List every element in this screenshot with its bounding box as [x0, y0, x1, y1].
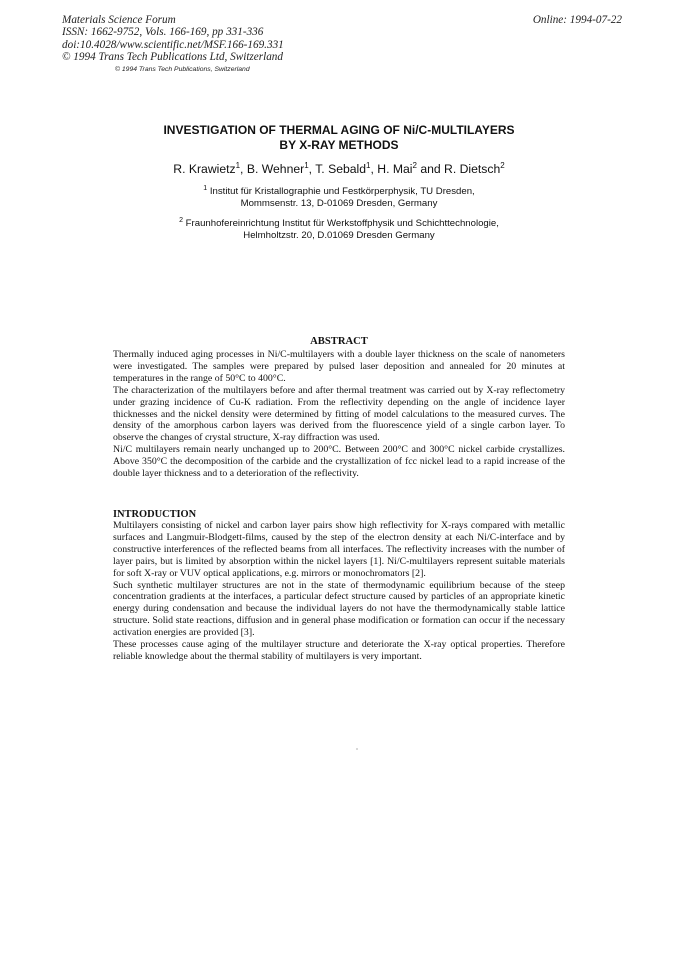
author-name: B. Wehner: [246, 162, 305, 176]
journal-name: Materials Science Forum: [62, 14, 176, 26]
title-line-2: BY X-RAY METHODS: [279, 138, 399, 152]
author-affiliation-mark: 2: [412, 161, 417, 170]
copyright-stamp: © 1994 Trans Tech Publications, Switzerland: [115, 66, 250, 73]
author: [247, 162, 315, 176]
author-name: T. Sebald: [315, 162, 367, 176]
author-affiliation-mark: 1: [304, 161, 309, 170]
author-name: H. Mai: [377, 162, 413, 176]
introduction-heading: INTRODUCTION: [113, 509, 197, 520]
title-line-1: INVESTIGATION OF THERMAL AGING OF Ni/C-MULTILAYERS: [163, 123, 515, 137]
author-separator: and: [416, 162, 445, 176]
journal-doi[interactable]: doi:10.4028/www.scientific.net/MSF.166-169.331: [62, 38, 284, 51]
author-separator: ,: [370, 162, 378, 176]
abstract-body: [113, 349, 565, 480]
introduction-paragraph: These processes cause aging of the multilayer structure and deteriorate the X-ray optical properties. Therefore reliable knowledge about the thermal stability of multilayers is very important.: [113, 639, 565, 662]
author-affiliation-mark: 2: [500, 161, 505, 170]
journal-issn: ISSN: 1662-9752, Vols. 166-169, pp 331-336: [62, 26, 264, 39]
author: [315, 162, 377, 176]
journal-copyright: © 1994 Trans Tech Publications Ltd, Switzerland: [62, 51, 283, 64]
author: [173, 162, 247, 176]
author-affiliation-mark: 1: [366, 161, 371, 170]
scan-speck: [356, 748, 358, 750]
author: [444, 162, 505, 176]
abstract-paragraph: Ni/C multilayers remain nearly unchanged up to 200°C. Between 200°C and 300°C nickel carbide crystallizes. Above 350°C the decomposition of the carbide and the crystallization of fcc nickel lead to a rapid increase of the double layer thickness and to a deterioration of the reflectivity.: [113, 444, 565, 480]
affiliation-line: Institut für Kristallographie und Festkörperphysik, TU Dresden,: [209, 186, 475, 197]
affiliation-address: Mommsenstr. 13, D-01069 Dresden, Germany: [240, 197, 438, 209]
introduction-paragraph: Multilayers consisting of nickel and carbon layer pairs show high reflectivity for X-rays compared with metallic surfaces and Langmuir-Blodgett-films, caused by the step of the electron density at each Ni/C-interface and by constructive interferences of the reflected beams from all interfaces. The reflectivity increases with the number of layer pairs, but is limited by absorption within the nickel layers [1]. Ni/C-multilayers represent suitable materials for soft X-ray or VUV optical applications, e.g. mirrors or monochromators [2].: [113, 520, 565, 579]
introduction-body: [113, 520, 565, 663]
abstract-heading: ABSTRACT: [310, 336, 368, 347]
online-date: Online: 1994-07-22: [532, 14, 622, 26]
author-separator: ,: [240, 162, 247, 176]
abstract-paragraph: Thermally induced aging processes in Ni/C-multilayers with a double layer thickness on the scale of nanometers were investigated. The samples were prepared by pulsed laser deposition and annealed for 20 minutes at temperatures in the range of 50°C to 400°C.: [113, 349, 565, 384]
author-separator: ,: [308, 162, 316, 176]
introduction-paragraph: Such synthetic multilayer structures are not in the state of thermodynamic equilibrium because of the steep concentration gradients at the interfaces, a particular defect structure caused by particles of an appropriate kinetic energy during condensation and because the individual layers do not have the thermodynamically stable lattice structure. Solid state reactions, diffusion and in general phase modification or formation can occur if the necessary activation energies are provided [3].: [113, 579, 565, 639]
affiliation-number: 2: [179, 217, 183, 224]
author-name: R. Krawietz: [173, 162, 236, 176]
journal-header: [62, 14, 284, 64]
author-list: [0, 162, 678, 176]
author-affiliation-mark: 1: [235, 161, 241, 170]
affiliation-line: Fraunhofereinrichtung Institut für Werkstoffphysik und Schichttechnologie,: [185, 218, 499, 229]
author-name: R. Dietsch: [444, 162, 501, 176]
abstract-paragraph: The characterization of the multilayers before and after thermal treatment was carried out by X-ray reflectometry under grazing incidence of Cu-K radiation. From the reflectivity depending on the angle of incidence layer thicknesses and the nickel density were determined by fitting of model calculations to the measured curves. The density of the amorphous carbon layers was derived from the fluorescence yield of a single carbon layer. To observe the changes of crystal structure, X-ray diffraction was used.: [113, 384, 565, 444]
affiliation-2: [0, 218, 678, 241]
affiliation-number: 1: [203, 185, 208, 192]
paper-title: [0, 123, 678, 153]
affiliation-address: Helmholtzstr. 20, D.01069 Dresden Germany: [243, 229, 435, 241]
author: [377, 162, 444, 176]
affiliation-1: [0, 186, 678, 209]
